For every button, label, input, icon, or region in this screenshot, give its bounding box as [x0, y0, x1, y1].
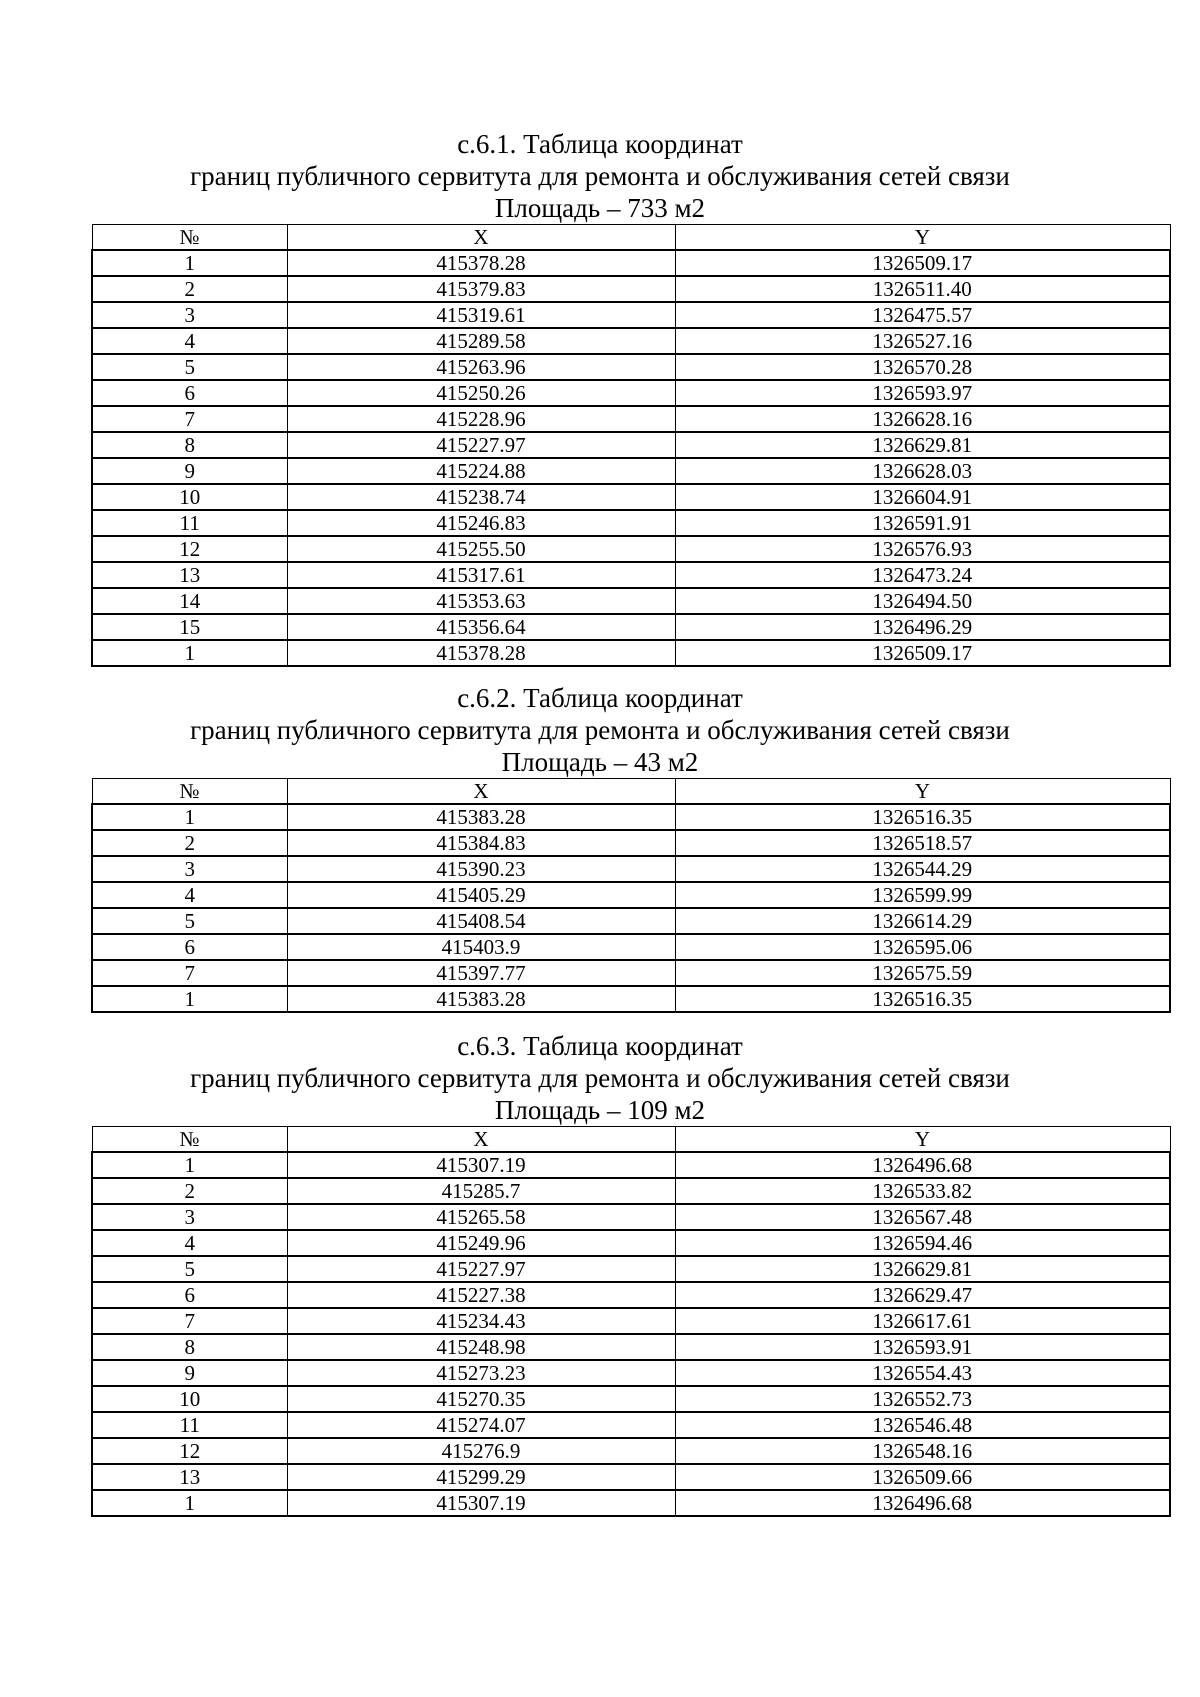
cell-x: 415246.83 — [287, 510, 675, 536]
cell-number: 4 — [92, 328, 287, 354]
table-row — [92, 354, 1170, 380]
table-row — [92, 1230, 1170, 1256]
coordinates-table-2 — [91, 778, 1171, 1013]
cell-y: 1326629.81 — [675, 432, 1170, 458]
cell-number: 1 — [92, 1152, 287, 1178]
cell-x: 415307.19 — [287, 1490, 675, 1516]
table-row — [92, 804, 1170, 830]
table-header-row — [92, 225, 1170, 251]
cell-x: 415383.28 — [287, 804, 675, 830]
table-row — [92, 1178, 1170, 1204]
cell-number: 9 — [92, 458, 287, 484]
column-header-y: Y — [675, 225, 1170, 251]
table-row — [92, 588, 1170, 614]
cell-y: 1326593.91 — [675, 1334, 1170, 1360]
cell-y: 1326516.35 — [675, 804, 1170, 830]
cell-number: 1 — [92, 640, 287, 666]
cell-y: 1326554.43 — [675, 1360, 1170, 1386]
cell-number: 5 — [92, 354, 287, 380]
table-title: с.6.1. Таблица координат — [457, 129, 743, 159]
cell-number: 1 — [92, 1490, 287, 1516]
cell-x: 415299.29 — [287, 1464, 675, 1490]
cell-y: 1326509.17 — [675, 250, 1170, 276]
table-row — [92, 1412, 1170, 1438]
cell-y: 1326552.73 — [675, 1386, 1170, 1412]
table-area: Площадь – 109 м2 — [494, 1095, 706, 1125]
cell-y: 1326509.66 — [675, 1464, 1170, 1490]
table-row — [92, 510, 1170, 536]
cell-x: 415384.83 — [287, 830, 675, 856]
cell-number: 2 — [92, 1178, 287, 1204]
cell-y: 1326576.93 — [675, 536, 1170, 562]
table-row — [92, 856, 1170, 882]
cell-x: 415390.23 — [287, 856, 675, 882]
cell-y: 1326511.40 — [675, 276, 1170, 302]
cell-y: 1326516.35 — [675, 986, 1170, 1012]
cell-number: 9 — [92, 1360, 287, 1386]
table-subtitle: границ публичного сервитута для ремонта и обслуживания сетей связи — [190, 1063, 1010, 1093]
table-section-3 — [0, 1030, 1200, 1126]
table-row — [92, 562, 1170, 588]
table-row — [92, 934, 1170, 960]
table-title: с.6.2. Таблица координат — [457, 683, 743, 713]
cell-x: 415353.63 — [287, 588, 675, 614]
cell-number: 8 — [92, 1334, 287, 1360]
column-header-y: Y — [675, 779, 1170, 805]
cell-x: 415378.28 — [287, 640, 675, 666]
table-row — [92, 276, 1170, 302]
table-header-row — [92, 779, 1170, 805]
table-row — [92, 830, 1170, 856]
cell-number: 3 — [92, 856, 287, 882]
column-header-x: X — [287, 779, 675, 805]
cell-x: 415317.61 — [287, 562, 675, 588]
cell-number: 12 — [92, 1438, 287, 1464]
table-row — [92, 1464, 1170, 1490]
column-header-x: X — [287, 1127, 675, 1153]
cell-y: 1326591.91 — [675, 510, 1170, 536]
cell-x: 415224.88 — [287, 458, 675, 484]
table-row — [92, 406, 1170, 432]
cell-y: 1326604.91 — [675, 484, 1170, 510]
table-row — [92, 484, 1170, 510]
table-header-row — [92, 1127, 1170, 1153]
cell-number: 13 — [92, 562, 287, 588]
cell-y: 1326628.03 — [675, 458, 1170, 484]
cell-x: 415397.77 — [287, 960, 675, 986]
table-row — [92, 614, 1170, 640]
coordinates-table-3 — [91, 1126, 1171, 1517]
cell-y: 1326527.16 — [675, 328, 1170, 354]
cell-y: 1326594.46 — [675, 1230, 1170, 1256]
column-header-y: Y — [675, 1127, 1170, 1153]
cell-x: 415378.28 — [287, 250, 675, 276]
cell-number: 1 — [92, 250, 287, 276]
cell-y: 1326509.17 — [675, 640, 1170, 666]
cell-number: 10 — [92, 484, 287, 510]
cell-y: 1326614.29 — [675, 908, 1170, 934]
cell-number: 6 — [92, 380, 287, 406]
cell-y: 1326518.57 — [675, 830, 1170, 856]
cell-y: 1326494.50 — [675, 588, 1170, 614]
table-row — [92, 536, 1170, 562]
cell-x: 415307.19 — [287, 1152, 675, 1178]
table-title: с.6.3. Таблица координат — [457, 1031, 743, 1061]
cell-x: 415227.97 — [287, 432, 675, 458]
cell-y: 1326593.97 — [675, 380, 1170, 406]
cell-y: 1326475.57 — [675, 302, 1170, 328]
column-header-number: № — [92, 1127, 287, 1153]
cell-y: 1326599.99 — [675, 882, 1170, 908]
cell-y: 1326629.81 — [675, 1256, 1170, 1282]
cell-number: 5 — [92, 908, 287, 934]
table-section-2 — [0, 682, 1200, 778]
cell-number: 2 — [92, 830, 287, 856]
cell-number: 7 — [92, 1308, 287, 1334]
cell-number: 3 — [92, 1204, 287, 1230]
cell-number: 7 — [92, 960, 287, 986]
cell-number: 2 — [92, 276, 287, 302]
cell-number: 7 — [92, 406, 287, 432]
table-row — [92, 250, 1170, 276]
table-area: Площадь – 733 м2 — [494, 193, 706, 223]
cell-x: 415270.35 — [287, 1386, 675, 1412]
table-row — [92, 986, 1170, 1012]
cell-number: 6 — [92, 934, 287, 960]
cell-number: 1 — [92, 804, 287, 830]
cell-y: 1326570.28 — [675, 354, 1170, 380]
cell-x: 415379.83 — [287, 276, 675, 302]
table-row — [92, 960, 1170, 986]
cell-x: 415248.98 — [287, 1334, 675, 1360]
cell-number: 11 — [92, 510, 287, 536]
cell-x: 415227.38 — [287, 1282, 675, 1308]
table-row — [92, 458, 1170, 484]
cell-x: 415403.9 — [287, 934, 675, 960]
cell-x: 415289.58 — [287, 328, 675, 354]
table-row — [92, 908, 1170, 934]
table-row — [92, 1490, 1170, 1516]
cell-number: 1 — [92, 986, 287, 1012]
table-row — [92, 1256, 1170, 1282]
column-header-number: № — [92, 225, 287, 251]
cell-x: 415383.28 — [287, 986, 675, 1012]
table-row — [92, 1334, 1170, 1360]
table-row — [92, 1386, 1170, 1412]
cell-number: 14 — [92, 588, 287, 614]
table-row — [92, 302, 1170, 328]
cell-number: 3 — [92, 302, 287, 328]
cell-y: 1326575.59 — [675, 960, 1170, 986]
cell-y: 1326496.68 — [675, 1152, 1170, 1178]
cell-y: 1326617.61 — [675, 1308, 1170, 1334]
table-subtitle: границ публичного сервитута для ремонта и обслуживания сетей связи — [190, 715, 1010, 745]
cell-x: 415273.23 — [287, 1360, 675, 1386]
table-row — [92, 1152, 1170, 1178]
cell-y: 1326595.06 — [675, 934, 1170, 960]
coordinates-table-1 — [91, 224, 1171, 667]
cell-number: 8 — [92, 432, 287, 458]
cell-x: 415255.50 — [287, 536, 675, 562]
cell-number: 6 — [92, 1282, 287, 1308]
cell-x: 415265.58 — [287, 1204, 675, 1230]
cell-y: 1326567.48 — [675, 1204, 1170, 1230]
cell-x: 415285.7 — [287, 1178, 675, 1204]
cell-y: 1326496.29 — [675, 614, 1170, 640]
cell-x: 415356.64 — [287, 614, 675, 640]
cell-y: 1326629.47 — [675, 1282, 1170, 1308]
cell-y: 1326546.48 — [675, 1412, 1170, 1438]
cell-x: 415234.43 — [287, 1308, 675, 1334]
cell-x: 415228.96 — [287, 406, 675, 432]
cell-x: 415249.96 — [287, 1230, 675, 1256]
table-row — [92, 882, 1170, 908]
cell-x: 415227.97 — [287, 1256, 675, 1282]
table-section-1 — [0, 128, 1200, 224]
table-row — [92, 640, 1170, 666]
cell-number: 4 — [92, 1230, 287, 1256]
table-subtitle: границ публичного сервитута для ремонта и обслуживания сетей связи — [190, 161, 1010, 191]
table-row — [92, 432, 1170, 458]
table-row — [92, 1282, 1170, 1308]
cell-x: 415263.96 — [287, 354, 675, 380]
cell-x: 415238.74 — [287, 484, 675, 510]
cell-y: 1326548.16 — [675, 1438, 1170, 1464]
column-header-x: X — [287, 225, 675, 251]
column-header-number: № — [92, 779, 287, 805]
cell-number: 15 — [92, 614, 287, 640]
cell-y: 1326628.16 — [675, 406, 1170, 432]
cell-y: 1326544.29 — [675, 856, 1170, 882]
cell-x: 415250.26 — [287, 380, 675, 406]
table-row — [92, 1204, 1170, 1230]
cell-number: 13 — [92, 1464, 287, 1490]
table-row — [92, 328, 1170, 354]
cell-number: 4 — [92, 882, 287, 908]
cell-x: 415408.54 — [287, 908, 675, 934]
table-row — [92, 1360, 1170, 1386]
cell-x: 415274.07 — [287, 1412, 675, 1438]
cell-x: 415276.9 — [287, 1438, 675, 1464]
cell-number: 12 — [92, 536, 287, 562]
cell-y: 1326533.82 — [675, 1178, 1170, 1204]
cell-number: 10 — [92, 1386, 287, 1412]
table-area: Площадь – 43 м2 — [501, 747, 699, 777]
table-row — [92, 1308, 1170, 1334]
cell-x: 415405.29 — [287, 882, 675, 908]
table-row — [92, 1438, 1170, 1464]
cell-number: 11 — [92, 1412, 287, 1438]
cell-y: 1326473.24 — [675, 562, 1170, 588]
cell-y: 1326496.68 — [675, 1490, 1170, 1516]
cell-x: 415319.61 — [287, 302, 675, 328]
table-row — [92, 380, 1170, 406]
cell-number: 5 — [92, 1256, 287, 1282]
